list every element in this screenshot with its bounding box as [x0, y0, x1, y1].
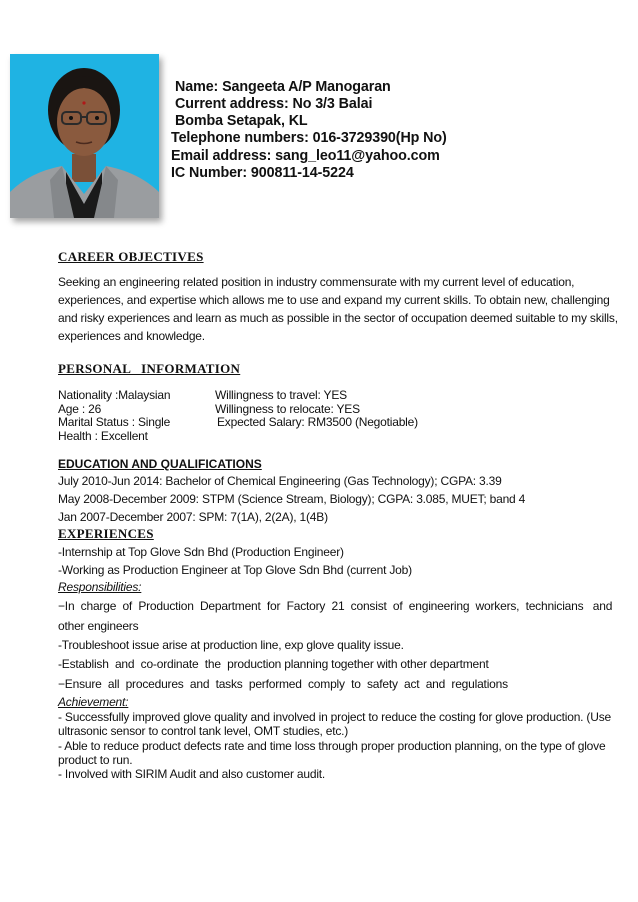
experience-item: -Internship at Top Glove Sdn Bhd (Production Engineer)	[58, 545, 344, 559]
responsibilities-heading: Responsibilities:	[58, 580, 142, 594]
salary-field: Expected Salary: RM3500 (Negotiable)	[217, 415, 418, 429]
responsibility-item-2: -Troubleshoot issue arise at production line, exp glove quality issue.	[58, 638, 404, 652]
education-item: Jan 2007-December 2007: SPM: 7(1A), 2(2A), 1(4B)	[58, 510, 328, 524]
responsibility-item-1-line-1: −In charge of Production Department for Factory 21 consist of engineering workers, technicians and	[58, 599, 613, 613]
education-heading: EDUCATION AND QUALIFICATIONS	[58, 457, 262, 471]
candidate-name: Name: Sangeeta A/P Manogaran	[175, 79, 391, 95]
profile-photo	[10, 54, 159, 218]
education-item: May 2008-December 2009: STPM (Science Stream, Biology); CGPA: 3.085, MUET; band 4	[58, 492, 526, 506]
experiences-heading: EXPERIENCES	[58, 526, 154, 541]
career-line: Seeking an engineering related position in industry commensurate with my current level of education,	[58, 275, 575, 289]
travel-field: Willingness to travel: YES	[215, 388, 347, 402]
achievement-item-3: - Involved with SIRIM Audit and also customer audit.	[58, 767, 326, 781]
achievement-item-2-line-2: product to run.	[58, 753, 133, 767]
education-list	[58, 472, 525, 526]
personal-information-heading: PERSONAL INFORMATION	[58, 361, 241, 376]
education-item: July 2010-Jun 2014: Bachelor of Chemical Engineering (Gas Technology); CGPA: 3.39	[58, 474, 502, 488]
career-objectives-heading: CAREER OBJECTIVES	[58, 249, 204, 264]
relocate-field: Willingness to relocate: YES	[215, 401, 360, 416]
address-line-2: Bomba Setapak, KL	[175, 113, 308, 129]
address-line-1: Current address: No 3/3 Balai	[175, 96, 373, 112]
telephone-line: Telephone numbers: 016-3729390(Hp No)	[171, 130, 447, 146]
age-field: Age : 26	[58, 401, 102, 416]
health-field: Health : Excellent	[58, 428, 148, 443]
achievement-item-1-line-2: ultrasonic sensor to control tank level, OMT studies, etc.)	[58, 724, 349, 738]
career-objectives-text	[58, 273, 618, 345]
marital-status-field: Marital Status : Single	[58, 415, 171, 429]
ic-number-line: IC Number: 900811-14-5224	[171, 165, 354, 181]
personal-info-right	[215, 389, 418, 430]
responsibility-item-3: -Establish and co-ordinate the production planning together with other department	[58, 657, 489, 671]
email-line: Email address: sang_leo11@yahoo.com	[171, 148, 440, 164]
experience-item: -Working as Production Engineer at Top Glove Sdn Bhd (current Job)	[58, 563, 412, 577]
career-line: and risky experiences and learn as much as possible in the sector of occupation deemed suitable to my skills,	[58, 311, 618, 325]
career-line: experiences, and expertise which allows me to use and expand my current skills. To obtain new, challenging	[58, 293, 610, 307]
responsibility-item-4: −Ensure all procedures and tasks performed comply to safety act and regulations	[58, 677, 508, 691]
nationality-field: Nationality :Malaysian	[58, 388, 171, 402]
responsibility-item-1-line-2: other engineers	[58, 619, 139, 633]
achievement-item-2-line-1: - Able to reduce product defects rate and time loss through proper production planning, on the type of glove	[58, 739, 606, 753]
career-line: experiences and knowledge.	[58, 329, 205, 343]
personal-info-left	[58, 389, 170, 443]
achievement-heading: Achievement:	[58, 695, 129, 709]
achievement-item-1-line-1: - Successfully improved glove quality and involved in project to reduce the costing for glove production. (Use	[58, 710, 611, 724]
